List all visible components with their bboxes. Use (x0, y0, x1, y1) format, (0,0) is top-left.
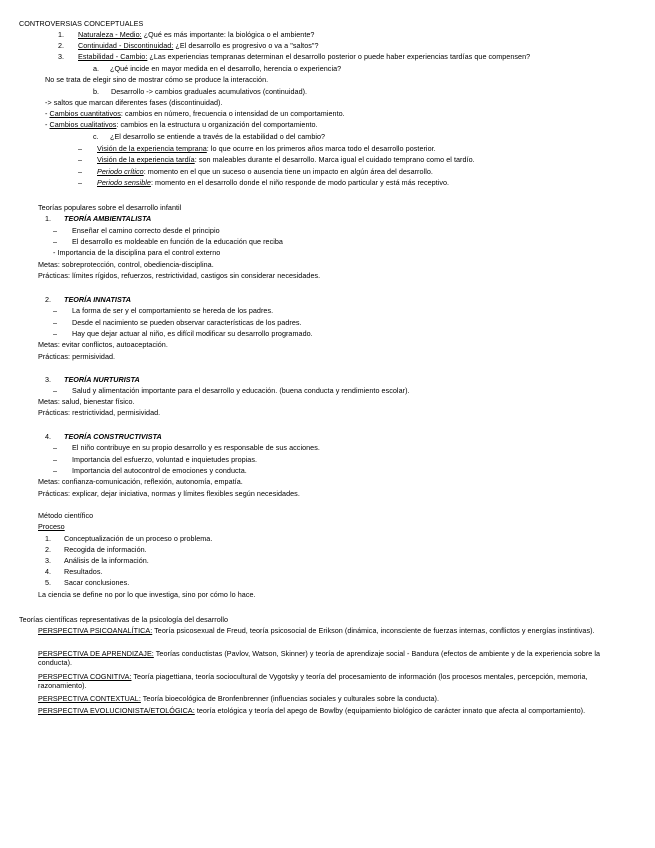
metas: Metas: evitar conflictos, autoaceptación. (38, 340, 168, 349)
list-item (78, 30, 314, 39)
step-text: Recogida de información. (64, 545, 147, 554)
paragraph: -> saltos que marcan diferentes fases (discontinuidad). (45, 98, 223, 107)
bullet-text: Desde el nacimiento se pueden observar características de los padres. (72, 318, 302, 327)
bullet-text: - Importancia de la disciplina para el control externo (53, 248, 221, 257)
term: PERSPECTIVA EVOLUCIONISTA/ETOLÓGICA: (38, 706, 195, 715)
text: Teoría piagettiana, teoría sociocultural de Vygotsky y teoría del procesamiento de información (los procesos mentales, percepción, memoria, razonamiento). (38, 672, 588, 690)
term: Cambios cuantitativos (49, 109, 121, 118)
dash-bullet: – (53, 455, 58, 464)
bullet-text: Importancia del autocontrol de emociones y conducta. (72, 466, 247, 475)
section-heading: Teorías populares sobre el desarrollo infantil (38, 203, 182, 212)
theory-title: TEORÍA AMBIENTALISTA (64, 214, 152, 223)
step-num: 1. (45, 534, 52, 543)
perspective-item (38, 626, 616, 635)
perspective-item (38, 649, 616, 667)
theory-num: 4. (45, 432, 52, 441)
list-item (78, 41, 319, 50)
definition (97, 167, 433, 176)
list-item (78, 52, 530, 61)
bullet-text: El desarrollo es moldeable en función de la educación que reciba (72, 237, 283, 246)
text: ¿El desarrollo es progresivo o va a "saltos"? (173, 41, 319, 50)
sub-question: Desarrollo -> cambios graduales acumulativos (continuidad). (111, 87, 308, 96)
perspective-item (38, 706, 616, 715)
definition (97, 178, 449, 187)
bullet-text: La forma de ser y el comportamiento se hereda de los padres. (72, 306, 274, 315)
definition: - Cambios cualitativos: cambios en la estructura u organización del comportamiento. (45, 120, 318, 129)
term: Cambios cualitativos (49, 120, 117, 129)
term: Visión de la experiencia temprana (97, 144, 207, 153)
subheading: Proceso (38, 522, 65, 531)
step-num: 3. (45, 556, 52, 565)
text: teoría etológica y teoría del apego de Bowlby (equipamiento biológico de carácter innato que afecta al comportamiento). (194, 706, 586, 715)
step-num: 4. (45, 567, 52, 576)
sub-letter: a. (93, 64, 100, 73)
text: : cambios en número, frecuencia o intensidad de un comportamiento. (120, 109, 345, 118)
term: Estabilidad - Cambio: (78, 52, 148, 61)
bullet-text: Importancia del esfuerzo, voluntad e inquietudes propias. (72, 455, 258, 464)
text: Teorías conductistas (Pavlov, Watson, Skinner) y teoría de aprendizaje social - Bandura (efectos de ambiente y de la experiencia sobre la conducta). (38, 649, 601, 667)
paragraph: La ciencia se define no por lo que investiga, sino por cómo lo hace. (38, 590, 256, 599)
step-text: Resultados. (64, 567, 103, 576)
bullet-text: Hay que dejar actuar al niño, es difícil modificar su desarrollo programado. (72, 329, 313, 338)
dash-bullet: – (78, 155, 83, 164)
sub-question: ¿Qué incide en mayor medida en el desarrollo, herencia o experiencia? (110, 64, 342, 73)
term: Periodo crítico (97, 167, 144, 176)
dash-bullet: – (78, 167, 83, 176)
term: PERSPECTIVA DE APRENDIZAJE: (38, 649, 154, 658)
theory-title: TEORÍA CONSTRUCTIVISTA (64, 432, 162, 441)
sub-letter: b. (93, 87, 100, 96)
text: : lo que ocurre en los primeros años marca todo el desarrollo posterior. (206, 144, 436, 153)
section-heading: Teorías científicas representativas de la psicología del desarrollo (19, 615, 229, 624)
text: ¿Las experiencias tempranas determinan el desarrollo posterior o puede haber experiencias tardías que compensen? (147, 52, 531, 61)
dash-bullet: – (78, 178, 83, 187)
theory-title: TEORÍA INNATISTA (64, 295, 131, 304)
term: Continuidad - Discontinuidad: (78, 41, 174, 50)
term: Visión de la experiencia tardía (97, 155, 195, 164)
section-title: CONTROVERSIAS CONCEPTUALES (19, 19, 144, 28)
sub-question: ¿El desarrollo se entiende a través de la estabilidad o del cambio? (110, 132, 326, 141)
bullet-text: Enseñar el camino correcto desde el principio (72, 226, 220, 235)
step-num: 2. (45, 545, 52, 554)
text: : momento en el desarrollo donde el niño responde de modo particular y está más receptivo. (150, 178, 450, 187)
bullet-text: Salud y alimentación importante para el desarrollo y educación. (buena conducta y rendimiento escolar). (72, 386, 410, 395)
bullet-text: El niño contribuye en su propio desarrollo y es responsable de sus acciones. (72, 443, 320, 452)
dash-bullet: – (78, 144, 83, 153)
section-heading: Método científico (38, 511, 94, 520)
term: Periodo sensible (97, 178, 151, 187)
text: : cambios en la estructura u organización del comportamiento. (116, 120, 318, 129)
text: ¿Qué es más importante: la biológica o el ambiente? (141, 30, 315, 39)
dash-bullet: – (53, 329, 58, 338)
dash-bullet: – (53, 226, 58, 235)
theory-title: TEORÍA NURTURISTA (64, 375, 140, 384)
text: Teoría bioecológica de Bronfenbrenner (influencias sociales y culturales sobre la conducta). (140, 694, 440, 703)
practicas: Prácticas: restrictividad, permisividad. (38, 408, 161, 417)
step-num: 5. (45, 578, 52, 587)
dash-bullet: – (53, 386, 58, 395)
definition (97, 155, 475, 164)
metas: Metas: confianza-comunicación, reflexión, autonomía, empatía. (38, 477, 243, 486)
perspective-item (38, 694, 616, 703)
definition (97, 144, 436, 153)
metas: Metas: salud, bienestar físico. (38, 397, 135, 406)
text: : momento en el que un suceso o ausencia tiene un impacto en algún área del desarrollo. (143, 167, 433, 176)
dash-bullet: – (53, 318, 58, 327)
practicas: Prácticas: permisividad. (38, 352, 116, 361)
perspective-item (38, 672, 616, 690)
definition: - Cambios cuantitativos: cambios en número, frecuencia o intensidad de un comportamiento. (45, 109, 345, 118)
theory-num: 2. (45, 295, 52, 304)
dash-bullet: – (53, 443, 58, 452)
step-text: Conceptualización de un proceso o problema. (64, 534, 213, 543)
dash-bullet: – (53, 306, 58, 315)
practicas: Prácticas: explicar, dejar iniciativa, normas y límites flexibles según necesidades. (38, 489, 300, 498)
list-num: 1. (58, 30, 65, 39)
theory-num: 3. (45, 375, 52, 384)
paragraph: No se trata de elegir sino de mostrar cómo se produce la interacción. (45, 75, 269, 84)
term: Naturaleza - Medio: (78, 30, 142, 39)
text: Teoría psicosexual de Freud, teoría psicosocial de Erikson (dinámica, inconsciente de fuerzas internas, conflictos y energías instintivas). (152, 626, 595, 635)
text: : son maleables durante el desarrollo. Marca igual el cuidado temprano como el tardío. (194, 155, 475, 164)
dash-bullet: – (53, 237, 58, 246)
list-num: 2. (58, 41, 65, 50)
sub-letter: c. (93, 132, 99, 141)
step-text: Sacar conclusiones. (64, 578, 130, 587)
term: PERSPECTIVA COGNITIVA: (38, 672, 132, 681)
metas: Metas: sobreprotección, control, obediencia-disciplina. (38, 260, 214, 269)
theory-num: 1. (45, 214, 52, 223)
dash-bullet: – (53, 466, 58, 475)
practicas: Prácticas: límites rígidos, refuerzos, restrictividad, castigos sin considerar necesidades. (38, 271, 321, 280)
term: PERSPECTIVA PSICOANALÍTICA: (38, 626, 153, 635)
list-num: 3. (58, 52, 65, 61)
step-text: Análisis de la información. (64, 556, 149, 565)
term: PERSPECTIVA CONTEXTUAL: (38, 694, 141, 703)
